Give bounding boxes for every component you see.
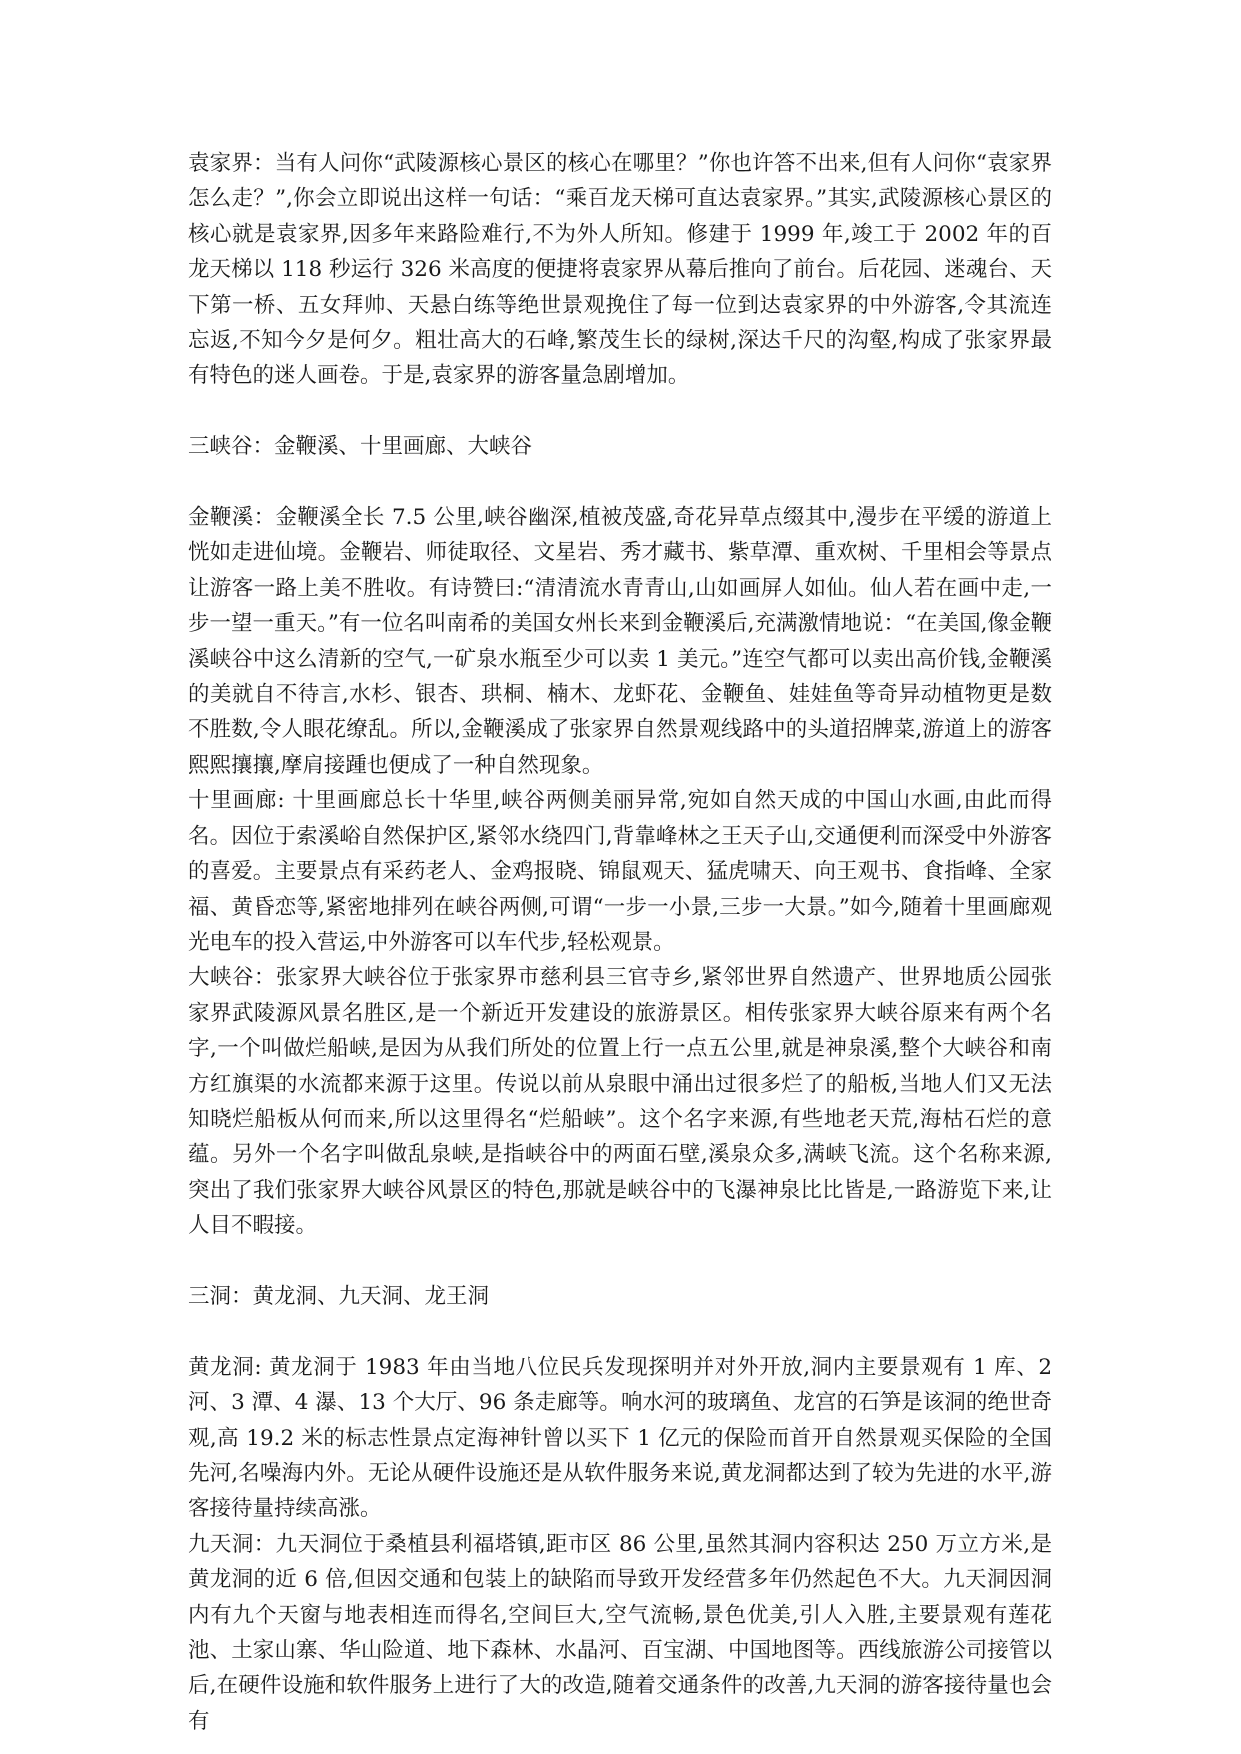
paragraph-shilihualang: 十里画廊: 十里画廊总长十华里,峡谷两侧美丽异常,宛如自然天成的中国山水画,由此而得名。因位于索溪峪自然保护区,紧邻水绕四门,背靠峰林之王天子山,交通便利而深受中外游客的喜爱。主要景点有采药老人、金鸡报晓、锦鼠观天、猛虎啸天、向王观书、食指峰、全家福、黄昏恋等,紧密地排列在峡谷两侧,可谓“一步一小景,三步一大景。”如今,随着十里画廊观光电车的投入营运,中外游客可以车代步,轻松观景。 xyxy=(188,788,1052,955)
paragraph-gap xyxy=(188,394,1052,429)
paragraph-gap xyxy=(188,465,1052,500)
document-page xyxy=(188,146,1052,1739)
paragraph-gap xyxy=(188,1244,1052,1279)
paragraph-yuanjiajie: 袁家界：当有人问你“武陵源核心景区的核心在哪里？”你也许答不出来,但有人问你“袁家界怎么走？”,你会立即说出这样一句话：“乘百龙天梯可直达袁家界。”其实,武陵源核心景区的核心就是袁家界,因多年来路险难行,不为外人所知。修建于 1999 年,竣工于 2002 年的百龙天梯以 118 秒运行 326 米高度的便捷将袁家界从幕后推向了前台。后花园、迷魂台、天下第一桥、五女拜帅、天悬白练等绝世景观挽住了每一位到达袁家界的中外游客,令其流连忘返,不知今夕是何夕。粗壮高大的石峰,繁茂生长的绿树,深达千尺的沟壑,构成了张家界最有特色的迷人画卷。于是,袁家界的游客量急剧增加。 xyxy=(188,151,1052,389)
paragraph-jiutiandong: 九天洞：九天洞位于桑植县利福塔镇,距市区 86 公里,虽然其洞内容积达 250 万立方米,是黄龙洞的近 6 倍,但因交通和包装上的缺陷而导致开发经营多年仍然起色不大。九天洞因洞内有九个天窗与地表相连而得名,空间巨大,空气流畅,景色优美,引人入胜,主要景观有莲花池、土家山寨、华山险道、地下森林、水晶河、百宝湖、中国地图等。西线旅游公司接管以后,在硬件设施和软件服务上进行了大的改造,随着交通条件的改善,九天洞的游客接待量也会有 xyxy=(188,1531,1052,1734)
paragraph-huanglongdong: 黄龙洞: 黄龙洞于 1983 年由当地八位民兵发现探明并对外开放,洞内主要景观有 1 库、2 河、3 潭、4 瀑、13 个大厅、96 条走廊等。响水河的玻璃鱼、龙宫的石笋是该洞的绝世奇观,高 19.2 米的标志性景点定海神针曾以买下 1 亿元的保险而首开自然景观买保险的全国先河,名噪海内外。无论从硬件设施还是从软件服务来说,黄龙洞都达到了较为先进的水平,游客接待量持续高涨。 xyxy=(188,1354,1052,1522)
section-heading-three-caves: 三洞：黄龙洞、九天洞、龙王洞 xyxy=(188,1283,490,1309)
section-heading-three-gorges: 三峡谷：金鞭溪、十里画廊、大峡谷 xyxy=(188,434,533,460)
paragraph-jinbianxi: 金鞭溪：金鞭溪全长 7.5 公里,峡谷幽深,植被茂盛,奇花异草点缀其中,漫步在平缓的游道上恍如走进仙境。金鞭岩、师徒取径、文星岩、秀才藏书、紫草潭、重欢树、千里相会等景点让游客一路上美不胜收。有诗赞曰:“清清流水青青山,山如画屏人如仙。仙人若在画中走,一步一望一重天。”有一位名叫南希的美国女州长来到金鞭溪后,充满激情地说：“在美国,像金鞭溪峡谷中这么清新的空气,一矿泉水瓶至少可以卖 1 美元。”连空气都可以卖出高价钱,金鞭溪的美就自不待言,水杉、银杏、珙桐、楠木、龙虾花、金鞭鱼、娃娃鱼等奇异动植物更是数不胜数,令人眼花缭乱。所以,金鞭溪成了张家界自然景观线路中的头道招牌菜,游道上的游客熙熙攘攘,摩肩接踵也便成了一种自然现象。 xyxy=(188,505,1052,778)
paragraph-daxiagu: 大峡谷：张家界大峡谷位于张家界市慈利县三官寺乡,紧邻世界自然遗产、世界地质公园张家界武陵源风景名胜区,是一个新近开发建设的旅游景区。相传张家界大峡谷原来有两个名字,一个叫做烂船峡,是因为从我们所处的位置上行一点五公里,就是神泉溪,整个大峡谷和南方红旗渠的水流都来源于这里。传说以前从泉眼中涌出过很多烂了的船板,当地人们又无法知晓烂船板从何而来,所以这里得名“烂船峡”。这个名字来源,有些地老天荒,海枯石烂的意蕴。另外一个名字叫做乱泉峡,是指峡谷中的两面石壁,溪泉众多,满峡飞流。这个名称来源,突出了我们张家界大峡谷风景区的特色,那就是峡谷中的飞瀑神泉比比皆是,一路游览下来,让人目不暇接。 xyxy=(188,965,1052,1239)
paragraph-gap xyxy=(188,1314,1052,1349)
